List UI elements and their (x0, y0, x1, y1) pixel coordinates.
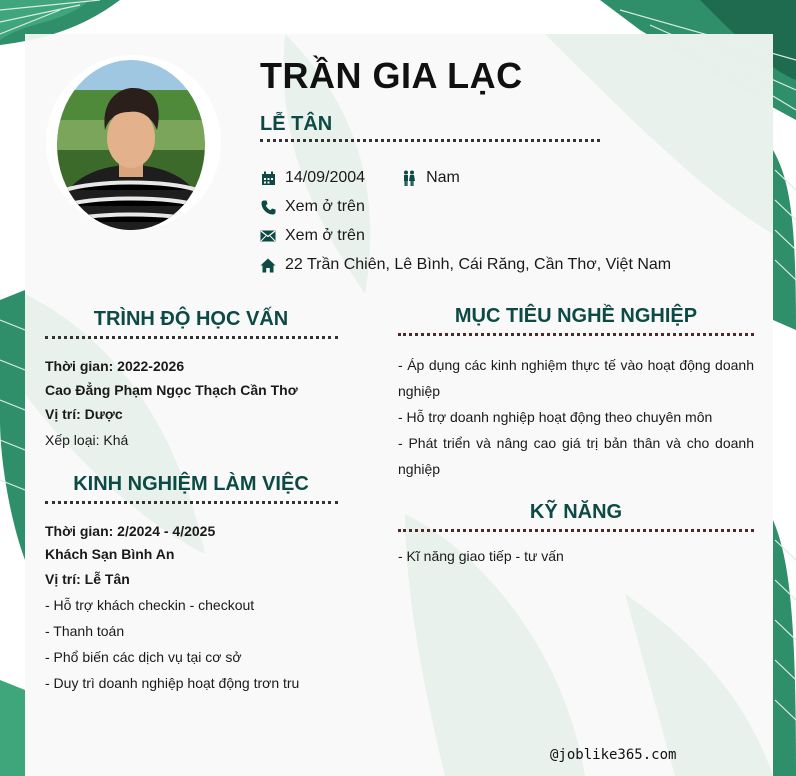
experience-divider (45, 501, 338, 504)
watermark-text: @joblike365.com (550, 747, 677, 763)
role-divider (260, 139, 600, 142)
skills-title: KỸ NĂNG (529, 501, 623, 523)
education-divider (45, 336, 338, 339)
experience-company: Khách Sạn Bình An (45, 546, 175, 562)
phone-icon (260, 199, 276, 215)
birthdate-value: 14/09/2004 (285, 169, 366, 186)
experience-position: Vị trí: Lễ Tân (45, 571, 130, 587)
objective-item: - Hỗ trợ doanh nghiệp hoạt động theo chuyên môn (398, 409, 713, 425)
avatar-photo (57, 60, 205, 230)
address-row (260, 256, 671, 274)
experience-time: Thời gian: 2/2024 - 4/2025 (45, 523, 216, 539)
home-icon (260, 257, 276, 273)
objective-divider (398, 333, 754, 336)
address-value: 22 Trần Chiên, Lê Bình, Cái Răng, Cần Thơ, Việt Nam (285, 256, 672, 273)
phone-row (260, 198, 365, 216)
experience-title: KINH NGHIỆM LÀM VIỆC (73, 473, 309, 495)
experience-item: - Phổ biến các dịch vụ tại cơ sở (45, 649, 242, 665)
calendar-icon (260, 170, 276, 186)
avatar (57, 60, 205, 230)
envelope-icon (260, 228, 276, 244)
experience-item: - Thanh toán (45, 623, 125, 639)
education-grade: Xếp loại: Khá (45, 432, 129, 448)
skills-divider (398, 529, 754, 532)
objective-item: - Áp dụng các kinh nghiệm thực tế vào hoạt động doanh nghiệp (398, 357, 754, 399)
candidate-role: LỄ TÂN (260, 113, 333, 135)
experience-item: - Duy trì doanh nghiệp hoạt động trơn tru (45, 675, 300, 691)
gender-icon (401, 170, 417, 186)
skills-item: - Kĩ năng giao tiếp - tư vấn (398, 548, 564, 564)
email-value: Xem ở trên (285, 227, 365, 244)
objective-item: - Phát triển và nâng cao giá trị bản thân và cho doanh nghiệp (398, 435, 754, 477)
experience-item: - Hỗ trợ khách checkin - checkout (45, 597, 255, 613)
gender-value: Nam (426, 169, 460, 186)
education-title: TRÌNH ĐỘ HỌC VẤN (93, 308, 289, 330)
education-position: Vị trí: Dược (45, 406, 123, 422)
education-time: Thời gian: 2022-2026 (45, 358, 185, 374)
phone-value: Xem ở trên (285, 198, 365, 215)
education-school: Cao Đẳng Phạm Ngọc Thạch Cần Thơ (45, 382, 298, 398)
candidate-name: TRẦN GIA LẠC (260, 55, 523, 96)
birthdate-row (260, 169, 460, 187)
objective-title: MỤC TIÊU NGHỀ NGHIỆP (454, 305, 698, 327)
email-row (260, 227, 365, 245)
